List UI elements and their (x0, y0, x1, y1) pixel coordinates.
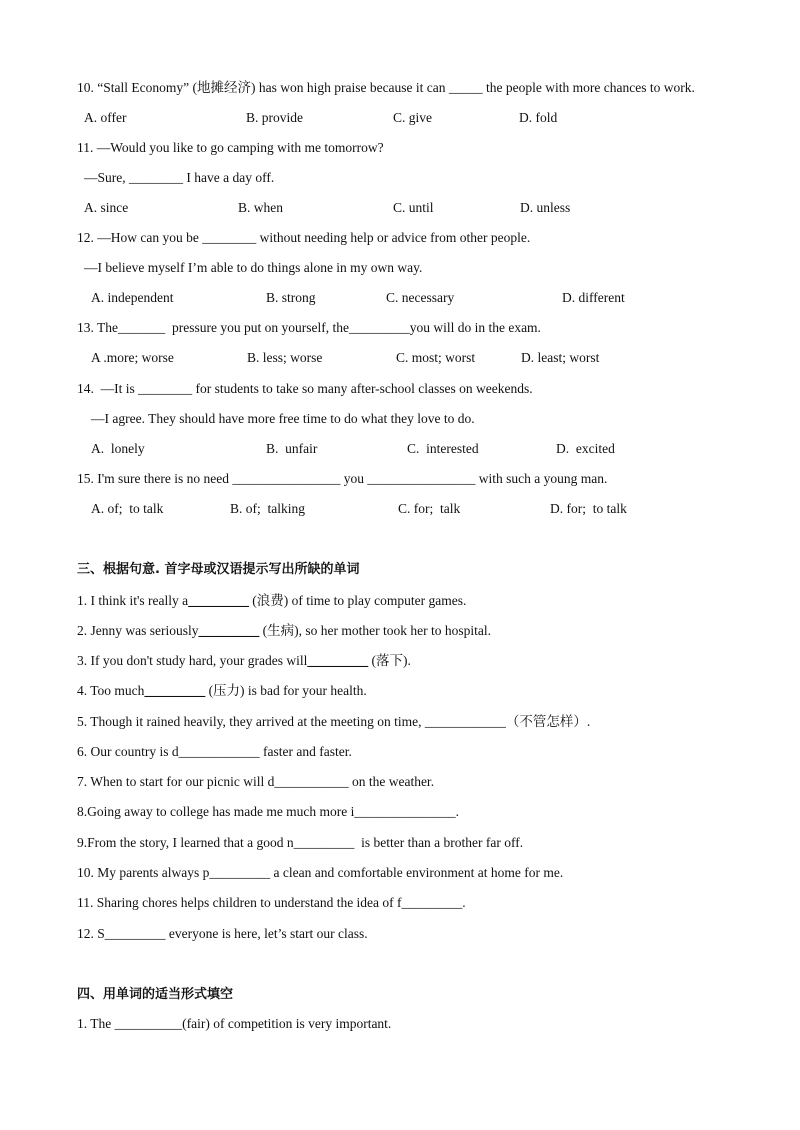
section-4-heading: 四、用单词的适当形式填空 (77, 987, 234, 1002)
q15-option-d[interactable]: D. for; to talk (550, 501, 627, 516)
q15-option-c[interactable]: C. for; talk (398, 501, 461, 516)
s3-item-10-blank[interactable]: _________ (209, 865, 271, 880)
question-12-stem: 12. —How can you be ________ without needing help or advice from other people. (77, 230, 531, 245)
s3-item-5-blank[interactable]: ____________ (424, 714, 506, 729)
s4-item-1[interactable]: 1. The __________(fair) of competition is very important. (77, 1016, 392, 1031)
section-3-heading: 三、根据句意. 首字母或汉语提示写出所缺的单词 (77, 562, 360, 577)
s3-item-8-hint: . (455, 804, 460, 819)
s3-item-5-hint: （不管怎样）. (505, 714, 591, 729)
q12-option-b[interactable]: B. strong (266, 290, 316, 305)
s3-item-10-hint: a clean and comfortable environment at home for me. (270, 865, 564, 880)
s3-item-1-text: 1. I think it's really a (77, 593, 189, 608)
s3-item-9-text: 9.From the story, I learned that a good n (77, 835, 294, 850)
s3-item-2-text: 2. Jenny was seriously (77, 623, 199, 638)
s3-item-9 (77, 834, 523, 852)
s3-item-3-text: 3. If you don't study hard, your grades will (77, 653, 308, 668)
s3-item-6 (77, 743, 352, 761)
q14-option-d[interactable]: D. excited (556, 441, 615, 456)
s3-item-4 (77, 682, 367, 700)
s3-item-9-hint: is better than a brother far off. (354, 835, 524, 850)
s3-item-7-hint: on the weather. (348, 774, 435, 789)
q14-option-b[interactable]: B. unfair (266, 441, 318, 456)
q10-option-a[interactable]: A. offer (84, 110, 127, 125)
s3-item-12-hint: everyone is here, let’s start our class. (165, 926, 368, 941)
s3-item-8 (77, 803, 459, 821)
q14-option-a[interactable]: A. lonely (91, 441, 145, 456)
s3-item-1-hint: (浪费) of time to play computer games. (248, 593, 467, 608)
s3-item-5 (77, 713, 590, 731)
s3-item-7 (77, 773, 434, 791)
question-13-stem: 13. The_______ pressure you put on yourself, the_________you will do in the exam. (77, 320, 541, 335)
q13-option-a[interactable]: A .more; worse (91, 350, 174, 365)
s3-item-2 (77, 622, 491, 640)
q10-option-c[interactable]: C. give (393, 110, 432, 125)
s3-item-1 (77, 592, 466, 610)
s3-item-12 (77, 925, 368, 943)
q10-option-b[interactable]: B. provide (246, 110, 303, 125)
s3-item-6-hint: faster and faster. (259, 744, 352, 759)
s3-item-2-hint: (生病), so her mother took her to hospital. (259, 623, 491, 638)
s3-item-9-blank[interactable]: _________ (293, 835, 355, 850)
s3-item-11 (77, 894, 466, 912)
s3-item-2-blank[interactable]: _________ (198, 623, 260, 638)
s3-item-6-text: 6. Our country is d (77, 744, 179, 759)
s3-item-3-hint: (落下). (368, 653, 411, 668)
s3-item-11-hint: . (462, 895, 466, 910)
question-14-reply: —I agree. They should have more free time to do what they love to do. (91, 411, 475, 426)
q11-option-d[interactable]: D. unless (520, 200, 571, 215)
s3-item-12-blank[interactable]: _________ (104, 926, 166, 941)
q11-option-b[interactable]: B. when (238, 200, 283, 215)
q13-option-d[interactable]: D. least; worst (521, 350, 600, 365)
s3-item-6-blank[interactable]: ____________ (178, 744, 260, 759)
s3-item-8-text: 8.Going away to college has made me much more i (77, 804, 355, 819)
q11-option-c[interactable]: C. until (393, 200, 434, 215)
s3-item-5-text: 5. Though it rained heavily, they arrived at the meeting on time, (77, 714, 425, 729)
q13-option-c[interactable]: C. most; worst (396, 350, 476, 365)
s3-item-10-text: 10. My parents always p (77, 865, 210, 880)
q10-option-d[interactable]: D. fold (519, 110, 558, 125)
s3-item-1-blank[interactable]: _________ (188, 593, 249, 608)
question-11-stem: 11. —Would you like to go camping with me tomorrow? (77, 140, 384, 155)
s3-item-7-blank[interactable]: ___________ (274, 774, 349, 789)
s3-item-10 (77, 864, 563, 882)
q12-option-c[interactable]: C. necessary (386, 290, 455, 305)
q15-option-b[interactable]: B. of; talking (230, 501, 305, 516)
s3-item-3 (77, 652, 411, 670)
q15-option-a[interactable]: A. of; to talk (91, 501, 164, 516)
question-15-stem: 15. I'm sure there is no need ________________ you ________________ with such a young man. (77, 471, 608, 486)
s3-item-12-text: 12. S (77, 926, 105, 941)
s3-item-8-blank[interactable]: _______________ (354, 804, 456, 819)
q13-option-b[interactable]: B. less; worse (247, 350, 323, 365)
question-10-stem: 10. “Stall Economy” (地摊经济) has won high praise because it can _____ the people with more chances to work. (77, 80, 695, 95)
question-12-reply: —I believe myself I’m able to do things alone in my own way. (84, 260, 423, 275)
question-11-reply: —Sure, ________ I have a day off. (84, 170, 275, 185)
q12-option-a[interactable]: A. independent (91, 290, 174, 305)
s3-item-7-text: 7. When to start for our picnic will d (77, 774, 275, 789)
s3-item-4-text: 4. Too much (77, 683, 145, 698)
q12-option-d[interactable]: D. different (562, 290, 625, 305)
question-14-stem: 14. —It is ________ for students to take so many after-school classes on weekends. (77, 381, 533, 396)
s3-item-3-blank[interactable]: _________ (307, 653, 369, 668)
s3-item-11-blank[interactable]: _________ (401, 895, 463, 910)
s3-item-4-blank[interactable]: _________ (144, 683, 206, 698)
q11-option-a[interactable]: A. since (84, 200, 129, 215)
s3-item-4-hint: (压力) is bad for your health. (205, 683, 367, 698)
s3-item-11-text: 11. Sharing chores helps children to understand the idea of f (77, 895, 402, 910)
q14-option-c[interactable]: C. interested (407, 441, 479, 456)
